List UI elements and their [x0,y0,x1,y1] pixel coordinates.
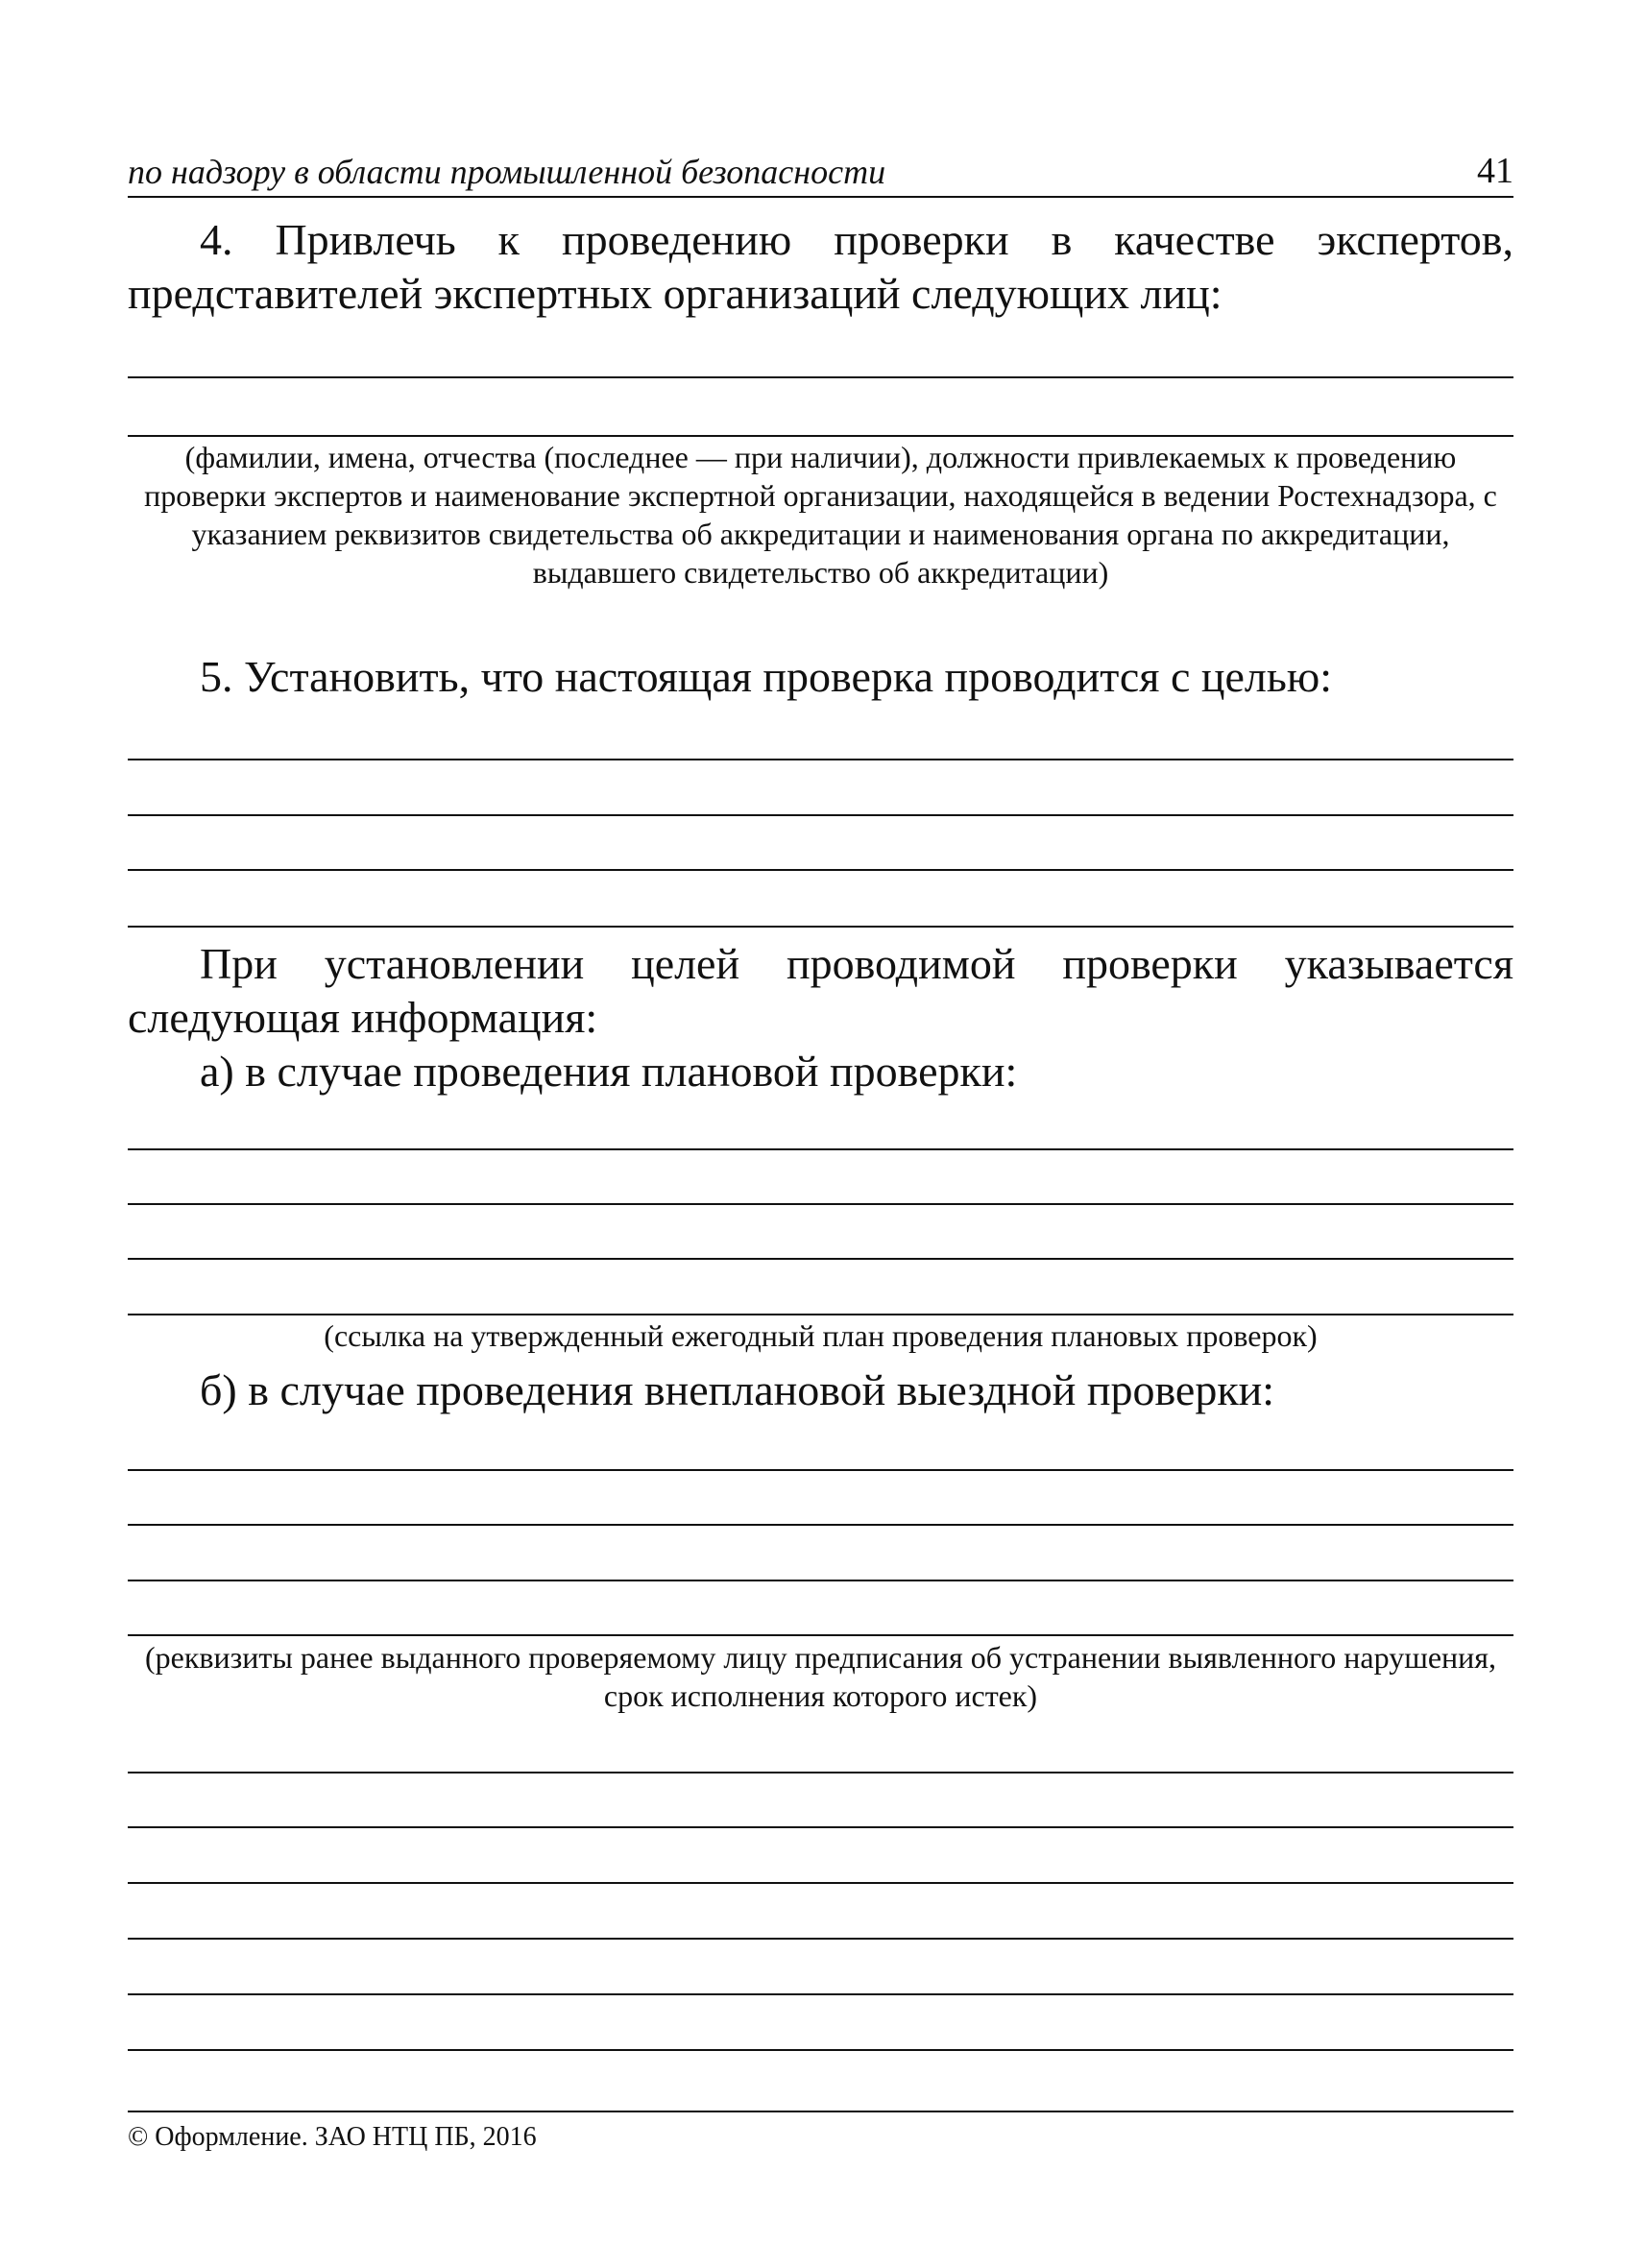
fill-line[interactable] [128,376,1513,378]
page-number: 41 [1477,151,1513,191]
fill-line[interactable] [128,2049,1513,2051]
fill-line[interactable] [128,1882,1513,1884]
fill-line[interactable] [128,1580,1513,1581]
fill-line[interactable] [128,435,1513,437]
item-5-text: 5. Установить, что настоящая проверка проводится с целью: [200,652,1332,701]
fill-line[interactable] [128,1634,1513,1636]
fill-line[interactable] [128,1258,1513,1260]
fill-line[interactable] [128,1203,1513,1205]
item-4-hint: (фамилии, имена, отчества (последнее — при наличии), должности привлекаемых к проведению проверки экспертов и наименование экспертной организации, находящейся в ведении Ростехнадзора, с указанием реквизитов свидетельства об аккредитации и наименования органа по аккредитации, выдавшего свидетельство об аккредитации) [144,440,1497,590]
goal-b-text: б) в случае проведения внеплановой выездной проверки: [200,1365,1275,1414]
fill-line[interactable] [128,1938,1513,1940]
item-4-text: 4. Привлечь к проведению проверки в качестве экспертов, представителей экспертных организаций следующих лиц: [128,215,1513,318]
fill-line[interactable] [128,814,1513,816]
fill-line[interactable] [128,1148,1513,1150]
goal-a-hint: (ссылка на утвержденный ежегодный план проведения плановых проверок) [324,1318,1318,1353]
fill-line[interactable] [128,1469,1513,1471]
header-title: по надзору в области промышленной безопасности [128,153,886,191]
goal-b-hint: (реквизиты ранее выданного проверяемому лицу предписания об устранении выявленного нарушения, срок исполнения которого истек) [144,1640,1497,1713]
fill-line[interactable] [128,869,1513,871]
fill-line[interactable] [128,1826,1513,1828]
running-header [128,144,1513,198]
fill-line[interactable] [128,926,1513,928]
document-page [128,0,1513,2268]
fill-line[interactable] [128,1772,1513,1773]
footer-rule [128,2111,1513,2112]
fill-line[interactable] [128,759,1513,760]
goals-intro: При установлении целей проводимой проверки указывается следующая информация: [128,939,1513,1042]
footer-copyright: © Оформление. ЗАО НТЦ ПБ, 2016 [128,2122,537,2152]
goal-a-text: а) в случае проведения плановой проверки: [200,1047,1018,1096]
fill-line[interactable] [128,1314,1513,1315]
fill-line[interactable] [128,1524,1513,1526]
fill-line[interactable] [128,1993,1513,1995]
